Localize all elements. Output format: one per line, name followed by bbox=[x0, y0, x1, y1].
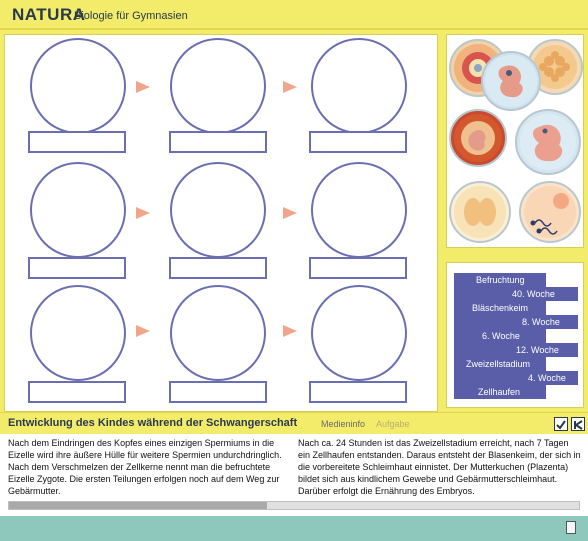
drop-circle[interactable] bbox=[170, 285, 266, 381]
two-cell-icon[interactable] bbox=[449, 181, 511, 243]
draggable-label[interactable]: 6. Woche bbox=[454, 329, 546, 343]
draggable-label[interactable]: Zweizellstadium bbox=[454, 357, 546, 371]
document-icon[interactable] bbox=[566, 521, 576, 534]
label-slot[interactable] bbox=[28, 381, 126, 403]
label-slot[interactable] bbox=[169, 381, 267, 403]
drop-circle[interactable] bbox=[170, 162, 266, 258]
label-slot[interactable] bbox=[28, 257, 126, 279]
app-header bbox=[0, 0, 588, 30]
title-bar bbox=[0, 412, 588, 434]
drop-circle[interactable] bbox=[170, 38, 266, 134]
drop-circle[interactable] bbox=[311, 38, 407, 134]
horizontal-scrollbar[interactable] bbox=[8, 501, 580, 510]
page-title: Entwicklung des Kindes während der Schwangerschaft bbox=[8, 417, 298, 429]
arrow-right-icon bbox=[136, 81, 150, 93]
arrow-right-icon bbox=[283, 207, 297, 219]
label-slot[interactable] bbox=[169, 257, 267, 279]
check-icon[interactable] bbox=[554, 417, 568, 431]
label-slot[interactable] bbox=[169, 131, 267, 153]
arrow-right-icon bbox=[136, 207, 150, 219]
drop-circle[interactable] bbox=[311, 162, 407, 258]
label-source-panel bbox=[446, 262, 584, 408]
drop-circle[interactable] bbox=[30, 285, 126, 381]
draggable-label[interactable]: 8. Woche bbox=[454, 315, 578, 329]
fetus-icon[interactable] bbox=[515, 109, 581, 175]
label-slot[interactable] bbox=[28, 131, 126, 153]
drop-circle[interactable] bbox=[30, 38, 126, 134]
fertilization-icon[interactable] bbox=[519, 181, 581, 243]
draggable-label[interactable]: 4. Woche bbox=[454, 371, 578, 385]
arrow-right-icon bbox=[283, 81, 297, 93]
draggable-label[interactable]: Befruchtung bbox=[454, 273, 546, 287]
tab-task[interactable]: Aufgabe bbox=[376, 419, 410, 429]
brand-subtitle: Biologie für Gymnasien bbox=[74, 10, 188, 22]
image-source-panel bbox=[446, 34, 584, 248]
drop-area bbox=[4, 34, 438, 412]
label-slot[interactable] bbox=[309, 257, 407, 279]
draggable-label[interactable]: Bläschenkeim bbox=[454, 301, 546, 315]
description-area bbox=[0, 434, 588, 498]
arrow-right-icon bbox=[283, 325, 297, 337]
draggable-label[interactable]: Zellhaufen bbox=[454, 385, 546, 399]
reset-icon[interactable] bbox=[571, 417, 585, 431]
tab-media-info[interactable]: Medieninfo bbox=[321, 419, 366, 429]
label-slot[interactable] bbox=[309, 381, 407, 403]
description-left: Nach dem Eindringen des Kopfes eines einzigen Spermiums in die Eizelle wird ihre äußere Hülle für weitere Spermien undurchdringlich. Nach dem Verschmelzen der Zellkerne nennt man die befruchtete Eizelle Zygote. Die ersten Teilungen erfolgen noch auf dem Weg zur Gebärmutter. bbox=[8, 438, 282, 496]
arrow-right-icon bbox=[136, 325, 150, 337]
description-right: Nach ca. 24 Stunden ist das Zweizellstadium erreicht, nach 7 Tagen ein Zellhaufen entstanden. Daraus entsteht der Blasenkeim, der sich in die vorbereitete Schleimhaut einnistet. Der Mutterkuchen (Plazenta) bildet sich aus kindlichem Gewebe und Gebärmutterschleimhaut. Darüber erfolgt die Ernährung des Embryos. bbox=[298, 438, 581, 496]
drop-circle[interactable] bbox=[30, 162, 126, 258]
label-slot[interactable] bbox=[309, 131, 407, 153]
footer-bar bbox=[0, 516, 588, 541]
drop-circle[interactable] bbox=[311, 285, 407, 381]
placenta-icon[interactable] bbox=[449, 109, 507, 167]
draggable-label[interactable]: 12. Woche bbox=[454, 343, 578, 357]
draggable-label[interactable]: 40. Woche bbox=[454, 287, 578, 301]
embryo-early-icon[interactable] bbox=[481, 51, 541, 111]
scrollbar-thumb[interactable] bbox=[9, 502, 267, 509]
brand-logo: NATURA bbox=[12, 5, 86, 24]
